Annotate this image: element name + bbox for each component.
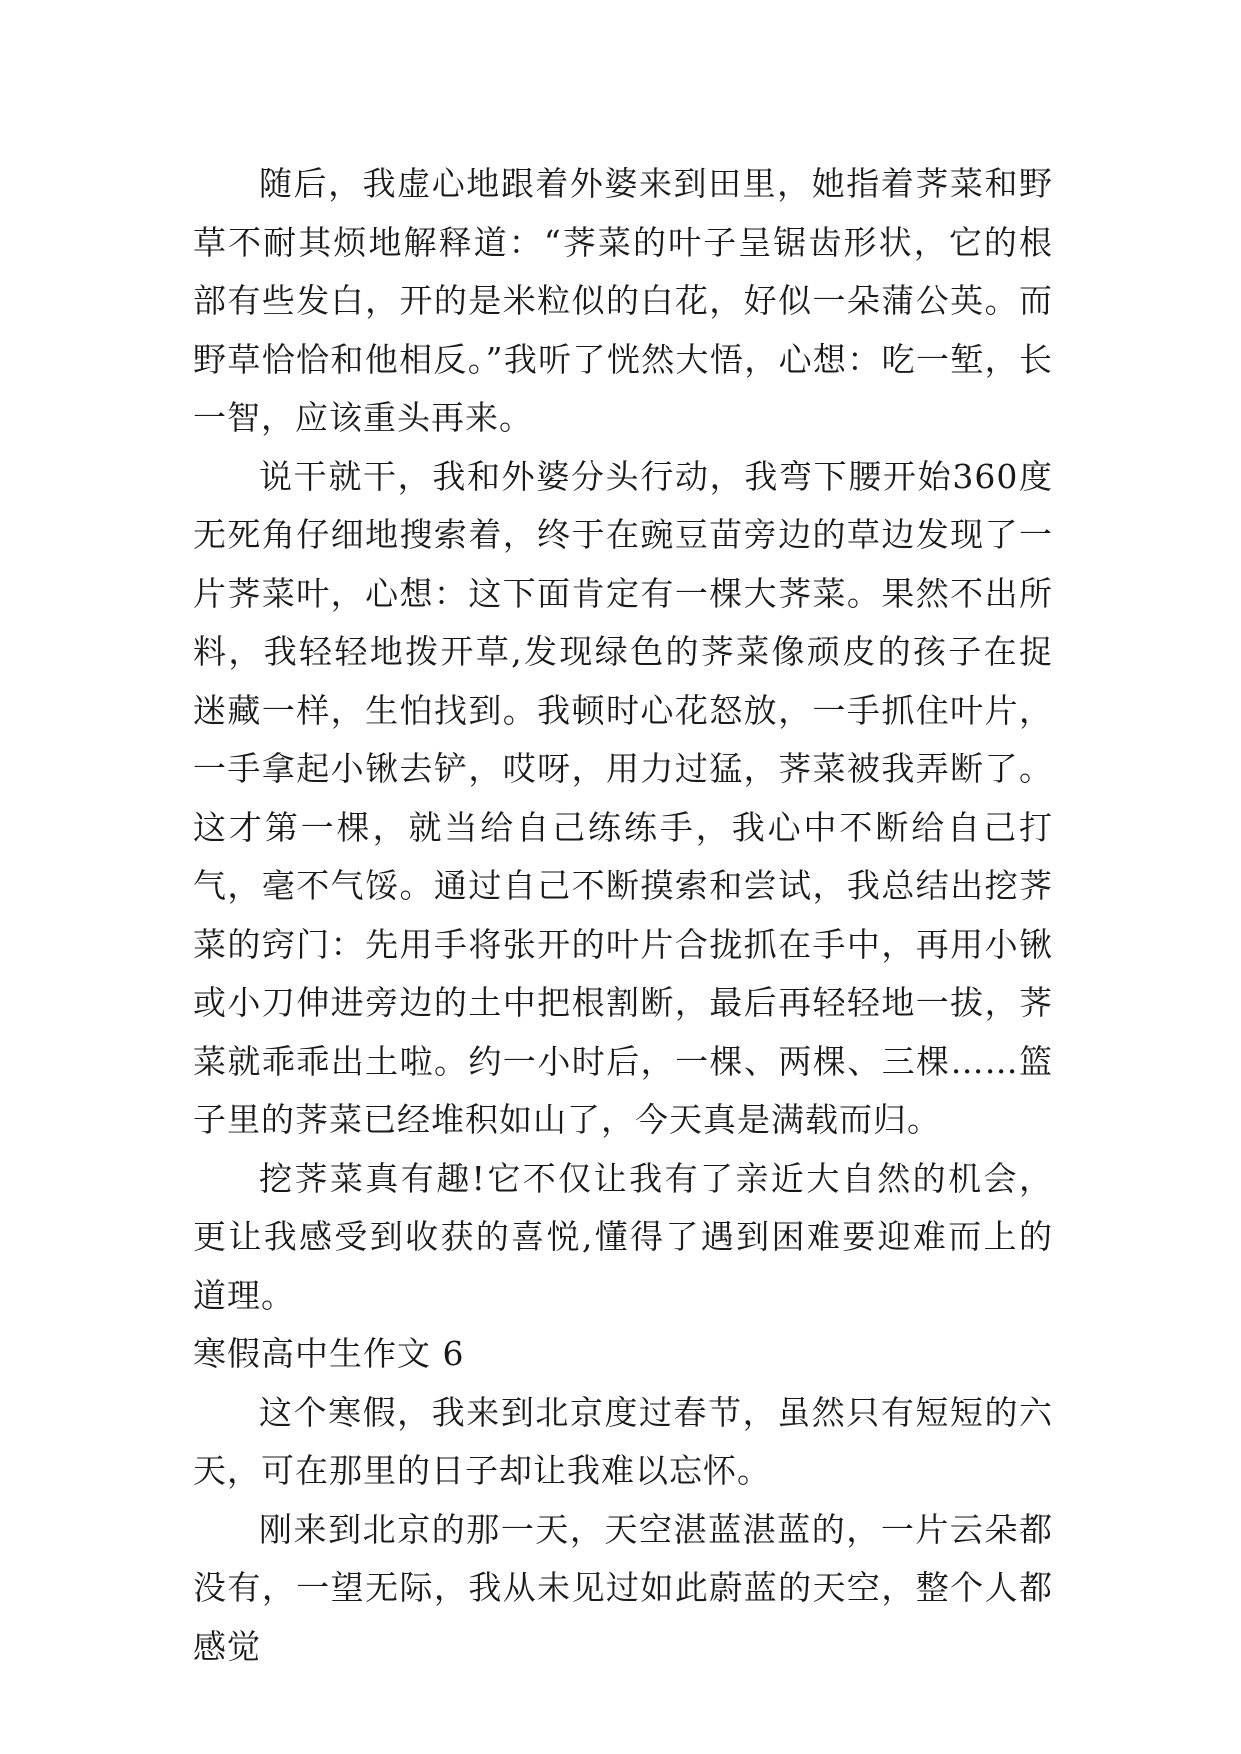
paragraph-beijing-intro: 这个寒假，我来到北京度过春节，虽然只有短短的六天，可在那里的日子却让我难以忘怀。 xyxy=(193,1392,1053,1490)
paragraph-grandma-explains: 随后，我虚心地跟着外婆来到田里，她指着荠菜和野草不耐其烦地解释道：“荠菜的叶子呈锯齿形状，它的根部有些发白，开的是米粒似的白花，好似一朵蒲公英。而野草恰恰和他相反。”我听了恍然大悟，心想：吃一堑，长一智，应该重头再来。 xyxy=(193,164,1053,437)
essay-heading: 寒假高中生作文 6 xyxy=(193,1334,465,1373)
paragraph-beijing-sky: 刚来到北京的那一天，天空湛蓝湛蓝的，一片云朵都没有，一望无际，我从未见过如此蔚蓝的天空，整个人都感觉 xyxy=(193,1509,1053,1666)
paragraph-conclusion: 挖荠菜真有趣!它不仅让我有了亲近大自然的机会，更让我感受到收获的喜悦,懂得了遇到困难要迎难而上的道理。 xyxy=(193,1158,1053,1315)
paragraph-digging-shepherds-purse: 说干就干，我和外婆分头行动，我弯下腰开始360度无死角仔细地搜索着，终于在豌豆苗旁边的草边发现了一片荠菜叶，心想：这下面肯定有一棵大荠菜。果然不出所料，我轻轻地拨开草,发现绿色的荠菜像顽皮的孩子在捉迷藏一样，生怕找到。我顿时心花怒放，一手抓住叶片，一手拿起小锹去铲，哎呀，用力过猛，荠菜被我弄断了。这才第一棵，就当给自己练练手，我心中不断给自己打气，毫不气馁。通过自己不断摸索和尝试，我总结出挖荠菜的窍门：先用手将张开的叶片合拢抓在手中，再用小锹或小刀伸进旁边的土中把根割断，最后再轻轻地一拔，荠菜就乖乖出土啦。约一小时后，一棵、两棵、三棵……篮子里的荠菜已经堆积如山了，今天真是满载而归。 xyxy=(193,456,1053,1139)
document-body xyxy=(193,155,1053,1676)
